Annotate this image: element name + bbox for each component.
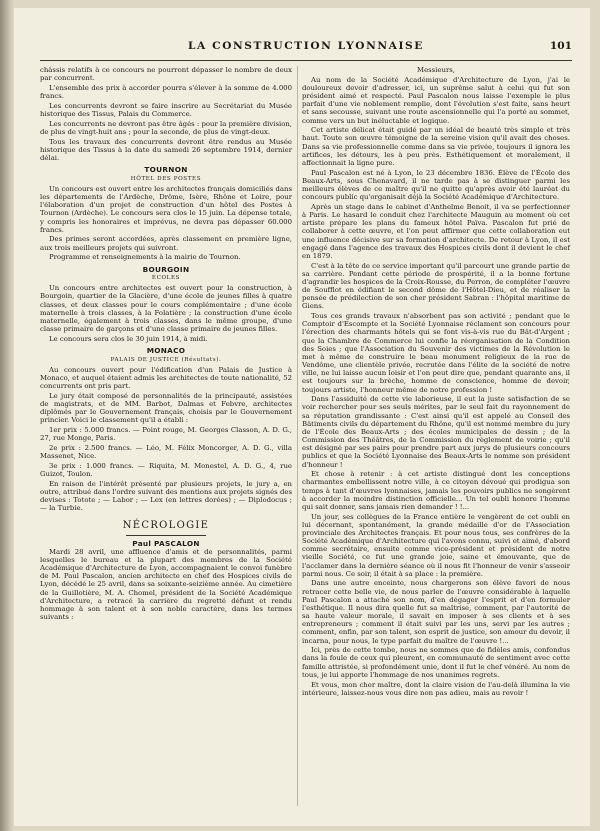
paragraph: Les concurrents ne devront pas être âgés : pour la première division, de plus de vingt-huit ans ; pour la seconde, de plus de vingt-deux. — [40, 119, 292, 136]
paragraph: Le concours sera clos le 30 juin 1914, à midi. — [49, 334, 208, 343]
paragraph: Mardi 28 avril, une affluence d'amis et de personnalités, parmi lesquelles le bureau et la plupart des membres de la Société Académique d'Architecture de Lyon, accompagnaient le convoi funèbre de M. Paul Pascalon, ancien architecte en chef des Hospices civils de Lyon, décédé le 25 avril, dans sa soixante-seizième année. Au cimetière de la Guillotière, M. A. Chomel, président de la Société Académique d'Architecture, a retracé la carrière du regretté défunt et rendu hommage à son talent et à son noble caractère, dans les termes suivants : — [40, 547, 292, 621]
paragraph: Dans l'assiduité de cette vie laborieuse, il eut la juste satisfaction de se voir rechercher pour ses seuls mérites, par le seul fait du rayonnement de sa réputation grandissante : C'est ainsi qu'il est appelé au Conseil des Bâtiments civils du département du Rhône, qu'il est nommé membre du jury de l'École des Beaux-Arts ; des écoles municipales de dessin ; de la Commission des Théâtres, de la Commission du règlement de voirie ; qu'il est désigné par ses pairs pour prendre part aux jurys de plusieurs concours publics et que la Société Lyonnaise des Beaux-Arts le nomme son président d'honneur ! — [302, 395, 570, 469]
paragraph: Au nom de la Société Académique d'Architecture de Lyon, j'ai le douloureux devoir d'adresser, ici, un suprême salut à celui qui fut son président aimé et respecté. Paul Pascalon nous laisse l'exemple le plus parfait d'une vie noblement remplie, dont l'évolution s'est faite, sans heurt et sans secousse, suivant une route ascensionnelle qui l'a porté au sommet, comme vers un but inéluctable et logique. — [302, 75, 570, 125]
paragraph: L'ensemble des prix à accorder pourra s'élever à la somme de 4.000 francs. — [40, 83, 292, 101]
section-heading-bourgoin: BOURGOIN — [142, 264, 190, 274]
paragraph: Et chose à retenir : à cet artiste distingué dont les conceptions charmantes embellissent notre ville, à ce citoyen dévoué qui prodigua son temps à tant d'œuvres lyonnaises, jamais les pouvoirs publics ne songèrent à accorder la moindre distinction officielle... Un tel oubli honore l'homme qui sait donner, sans jamais rien demander ! !... — [302, 470, 570, 511]
prize-line: 2e prix : 2.500 francs. — Léo, M. Félix Moncorger, A. D. G., villa Massenet, Nice. — [40, 444, 292, 461]
salutation: Messieurs, — [417, 66, 455, 74]
paragraph: Programme et renseignements à la mairie de Tournon. — [49, 253, 241, 262]
prize-line: 1er prix : 5.000 francs. — Point rouge, M. Georges Classon, A. D. G., 27, rue Monge, Paris. — [40, 426, 292, 443]
section-heading-monaco: MONACO — [146, 346, 186, 355]
section-subheading: HÔTEL DES POSTES — [130, 175, 202, 182]
paragraph: Et vous, mon cher maître, dont la claire vision de l'au-delà illumina la vie intérieure, laissez-nous vous dire non pas adieu, mais au revoir ! — [302, 680, 570, 697]
paragraph: Cet artiste délicat était guidé par un idéal de beauté très simple et très haut. Toute son œuvre témoigne de la sereine vision qu'il avait des choses. Dans sa vie professionnelle comme dans sa vie privée, toujours il ignora les artifices, les détours, les à peu près. Esthétiquement et moralement, il affectionnait la ligne pure. — [302, 126, 570, 167]
header-rule — [40, 60, 572, 61]
paragraph: Tous les travaux des concurrents devront être rendus au Musée historique des Tissus à la date du samedi 26 septembre 1914, dernier délai. — [40, 137, 292, 162]
paragraph: Au concours ouvert pour l'édification d'un Palais de Justice à Monaco, et auquel étaient admis les architectes de toute nationalité, 52 concurrents ont pris part. — [40, 365, 292, 391]
paragraph: Un concours entre architectes est ouvert pour la construction, à Bourgoin, quartier de la Glacière, d'une école de jeunes filles à quatre classes, et deux classes pour le cours complémentaire ; d'une école maternelle à trois classes, à la Folatière ; la construction d'une école maternelle, également à trois classes, dans le même groupe, d'une classe primaire de garçons et d'une classe primaire de jeunes filles. — [40, 284, 292, 334]
paragraph: Dans une autre enceinte, nous chargerons son élève favori de nous retracer cette belle vie, de nous parler de l'œuvre considérable à laquelle Paul Pascalon a attaché son nom, d'en dégager l'esprit et d'en formuler l'esthétique. Il nous dira quelle fut sa maîtrise, comment, par l'autorité de sa haute valeur morale, il savait en imposer à ses clients et à ses entrepreneurs ; comment il était suivi par les uns, servi par les autres ; comment, enfin, par son talent, son esprit de justice, son amour du devoir, il incarna, pour nous, le type parfait du maître de l'œuvre !... — [302, 579, 570, 645]
prize-line: 3e prix : 1.000 francs. — Riquita, M. Monestel, A. D. G., 4, rue Guizot, Toulon. — [40, 461, 292, 479]
running-title: LA CONSTRUCTION LYONNAISE — [188, 40, 424, 52]
page-number: 101 — [549, 40, 572, 52]
paragraph: En raison de l'intérêt présenté par plusieurs projets, le jury a, en outre, attribué dans l'ordre suivant des mentions aux projets signés des devises : Totote ; — Labor ; — Lex (en lettres dorées) ; — Diplodocus ; — la Turbie. — [40, 479, 292, 513]
paragraph: châssis relatifs à ce concours ne pourront dépasser le nombre de deux par concurrent. — [40, 66, 292, 83]
paragraph: Des primes seront accordées, après classement en première ligne, aux trois meilleurs projets qui suivront. — [40, 235, 292, 252]
page-header — [40, 40, 572, 56]
necrologie-heading: NÉCROLOGIE — [122, 520, 210, 532]
necrologie-rule — [126, 535, 206, 536]
paragraph: Ici, près de cette tombe, nous ne sommes que de fidèles amis, confondus dans la foule de ceux qui pleurent, en communauté de sentiment avec cette famille attristée, si profondément unie, dont il fut le chef vénéré. Au nom de tous, je lui apporte l'hommage de nos unanimes regrets. — [302, 646, 570, 679]
section-subheading: PALAIS DE JUSTICE (Résultats). — [110, 356, 222, 363]
paragraph: Après un stage dans le cabinet d'Anthelme Benoit, il va se perfectionner à Paris. Le hasard le conduit chez l'architecte Mauguin au moment où cet artiste prépare les plans du fameux hôtel Païva. Pascalon fut prié de collaborer à cette œuvre, et l'on peut affirmer que cette collaboration eut une influence décisive sur sa formation d'architecte. De retour à Lyon, il est engagé dans l'agence des travaux des Hospices civils dont il devient le chef en 1879. — [302, 202, 570, 260]
book-spine-shadow — [0, 0, 14, 831]
right-column — [302, 66, 570, 698]
section-heading-tournon: TOURNON — [144, 165, 188, 175]
section-subheading: ÉCOLES — [151, 275, 181, 282]
obituary-name: Paul PASCALON — [132, 538, 200, 548]
paragraph: Tous ces grands travaux n'absorbent pas son activité ; pendant que le Comptoir d'Escompte et la Société Lyonnaise réclament son concours pour l'érection des charmants hôtels qui se font vis-à-vis rue du Bât-d'Argent ; que la Chambre de Commerce lui confie la réorganisation de la Condition des Soies ; que l'Association du Souvenir des victimes de la Révolution le met à même de construire le beau monument religieux de la rue de Vendôme, une clientèle privée, recrutée dans l'élite de la société de notre ville, ne lui laisse aucun loisir et l'on peut dire que, pendant quarante ans, il est toujours sur la brèche, homme de conscience, homme de devoir, toujours artiste, l'honneur même de notre profession ! — [302, 312, 570, 394]
paragraph: Les concurrents devront se faire inscrire au Secrétariat du Musée historique des Tissus, Palais du Commerce. — [40, 101, 292, 118]
paragraph: C'est à la tête de ce service important qu'il parcourt une grande partie de sa carrière. Pendant cette période de prospérité, il a la bonne fortune d'agrandir les hospices de la Croix-Rousse, du Perron, de compléter l'œuvre de Soufflot en édifiant le second dôme de l'Hôtel-Dieu, et de réaliser la pensée de prédilection de son cher président Sabran : l'hôpital maritime de Giens. — [302, 261, 570, 311]
paragraph: Paul Pascalon est né à Lyon, le 23 décembre 1836. Élève de l'École des Beaux-Arts, sous Chenavard, il ne tarde pas à se distinguer parmi les meilleurs élèves de ce maître qu'il ne quitte qu'après avoir été lauréat du concours public qu'organisait déjà la Société Académique d'Architecture. — [302, 168, 570, 202]
paragraph: Un jour, ses collègues de la France entière le vengèrent de cet oubli en lui décernant, spontanément, la grande médaille d'or de l'Association provinciale des Architectes français. Et pour nous tous, ses confrères de la Société Académique d'Architecture qui l'avons connu, suivi et aimé, d'abord comme secrétaire, ensuite comme vice-président et président de notre vieille Société, ce fut une grande joie, saine et émouvante, que de l'acclamer dans la dernière séance où il nous fit l'honneur de venir s'asseoir parmi nous. Ce soir, il était à sa place : la première. — [302, 512, 570, 578]
paragraph: Le jury était composé de personnalités de la principauté, assistées de magistrats, et de MM. Barbot, Dalmas et Febvre, architectes diplômés par le Gouvernement français, choisis par le Gouvernement princier. Voici le classement qu'il a établi : — [40, 391, 292, 425]
paragraph: Un concours est ouvert entre les architectes français domiciliés dans les départements de l'Ardèche, Drôme, Isère, Rhône et Loire, pour l'élaboration d'un projet de construction d'un hôtel des Postes à Tournon (Ardèche). Le concours sera clos le 15 juin. La dépense totale, y compris les honoraires et imprévus, ne devra pas dépasser 60.000 francs. — [40, 184, 292, 234]
left-column — [40, 66, 292, 623]
column-separator — [297, 66, 298, 806]
